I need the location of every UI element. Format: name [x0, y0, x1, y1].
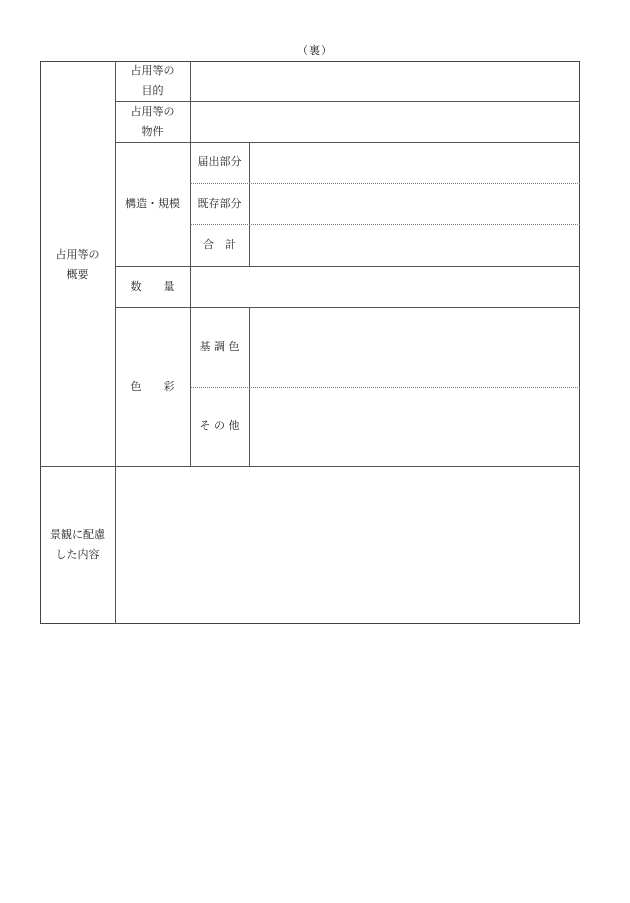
- total-field[interactable]: [250, 225, 579, 266]
- other-color-field[interactable]: [250, 388, 579, 466]
- other-color-label: そ の 他: [199, 419, 240, 432]
- purpose-field[interactable]: [191, 62, 579, 101]
- purpose-label: [115, 61, 190, 101]
- quantity-field[interactable]: [191, 267, 579, 307]
- total-label: 合 計: [203, 238, 236, 251]
- color-label: 色 彩: [130, 380, 175, 393]
- overview-label-line1: 占用等の: [55, 248, 100, 261]
- quantity-label: 数 量: [130, 280, 175, 293]
- landscape-field[interactable]: [116, 467, 579, 623]
- existing-part-label: 既存部分: [197, 197, 242, 210]
- object-label-line1: 占用等の: [130, 105, 175, 118]
- structure-label: 構造・規模: [125, 197, 180, 210]
- purpose-label-line2: 目的: [141, 84, 164, 97]
- notified-part-field[interactable]: [250, 143, 579, 183]
- object-field[interactable]: [191, 102, 579, 142]
- overview-label: [40, 245, 115, 285]
- base-color-label: 基 調 色: [199, 340, 240, 353]
- overview-label-line2: 概要: [66, 268, 89, 281]
- object-label-line2: 物件: [141, 125, 164, 138]
- base-color-field[interactable]: [250, 308, 579, 387]
- landscape-label: [40, 525, 115, 565]
- page-title: （裏）: [297, 44, 333, 57]
- landscape-label-line2: した内容: [55, 548, 100, 561]
- purpose-label-line1: 占用等の: [130, 64, 175, 77]
- object-label: [115, 102, 190, 142]
- notified-part-label: 届出部分: [197, 155, 242, 168]
- existing-part-field[interactable]: [250, 184, 579, 224]
- landscape-label-line1: 景観に配慮: [50, 528, 105, 541]
